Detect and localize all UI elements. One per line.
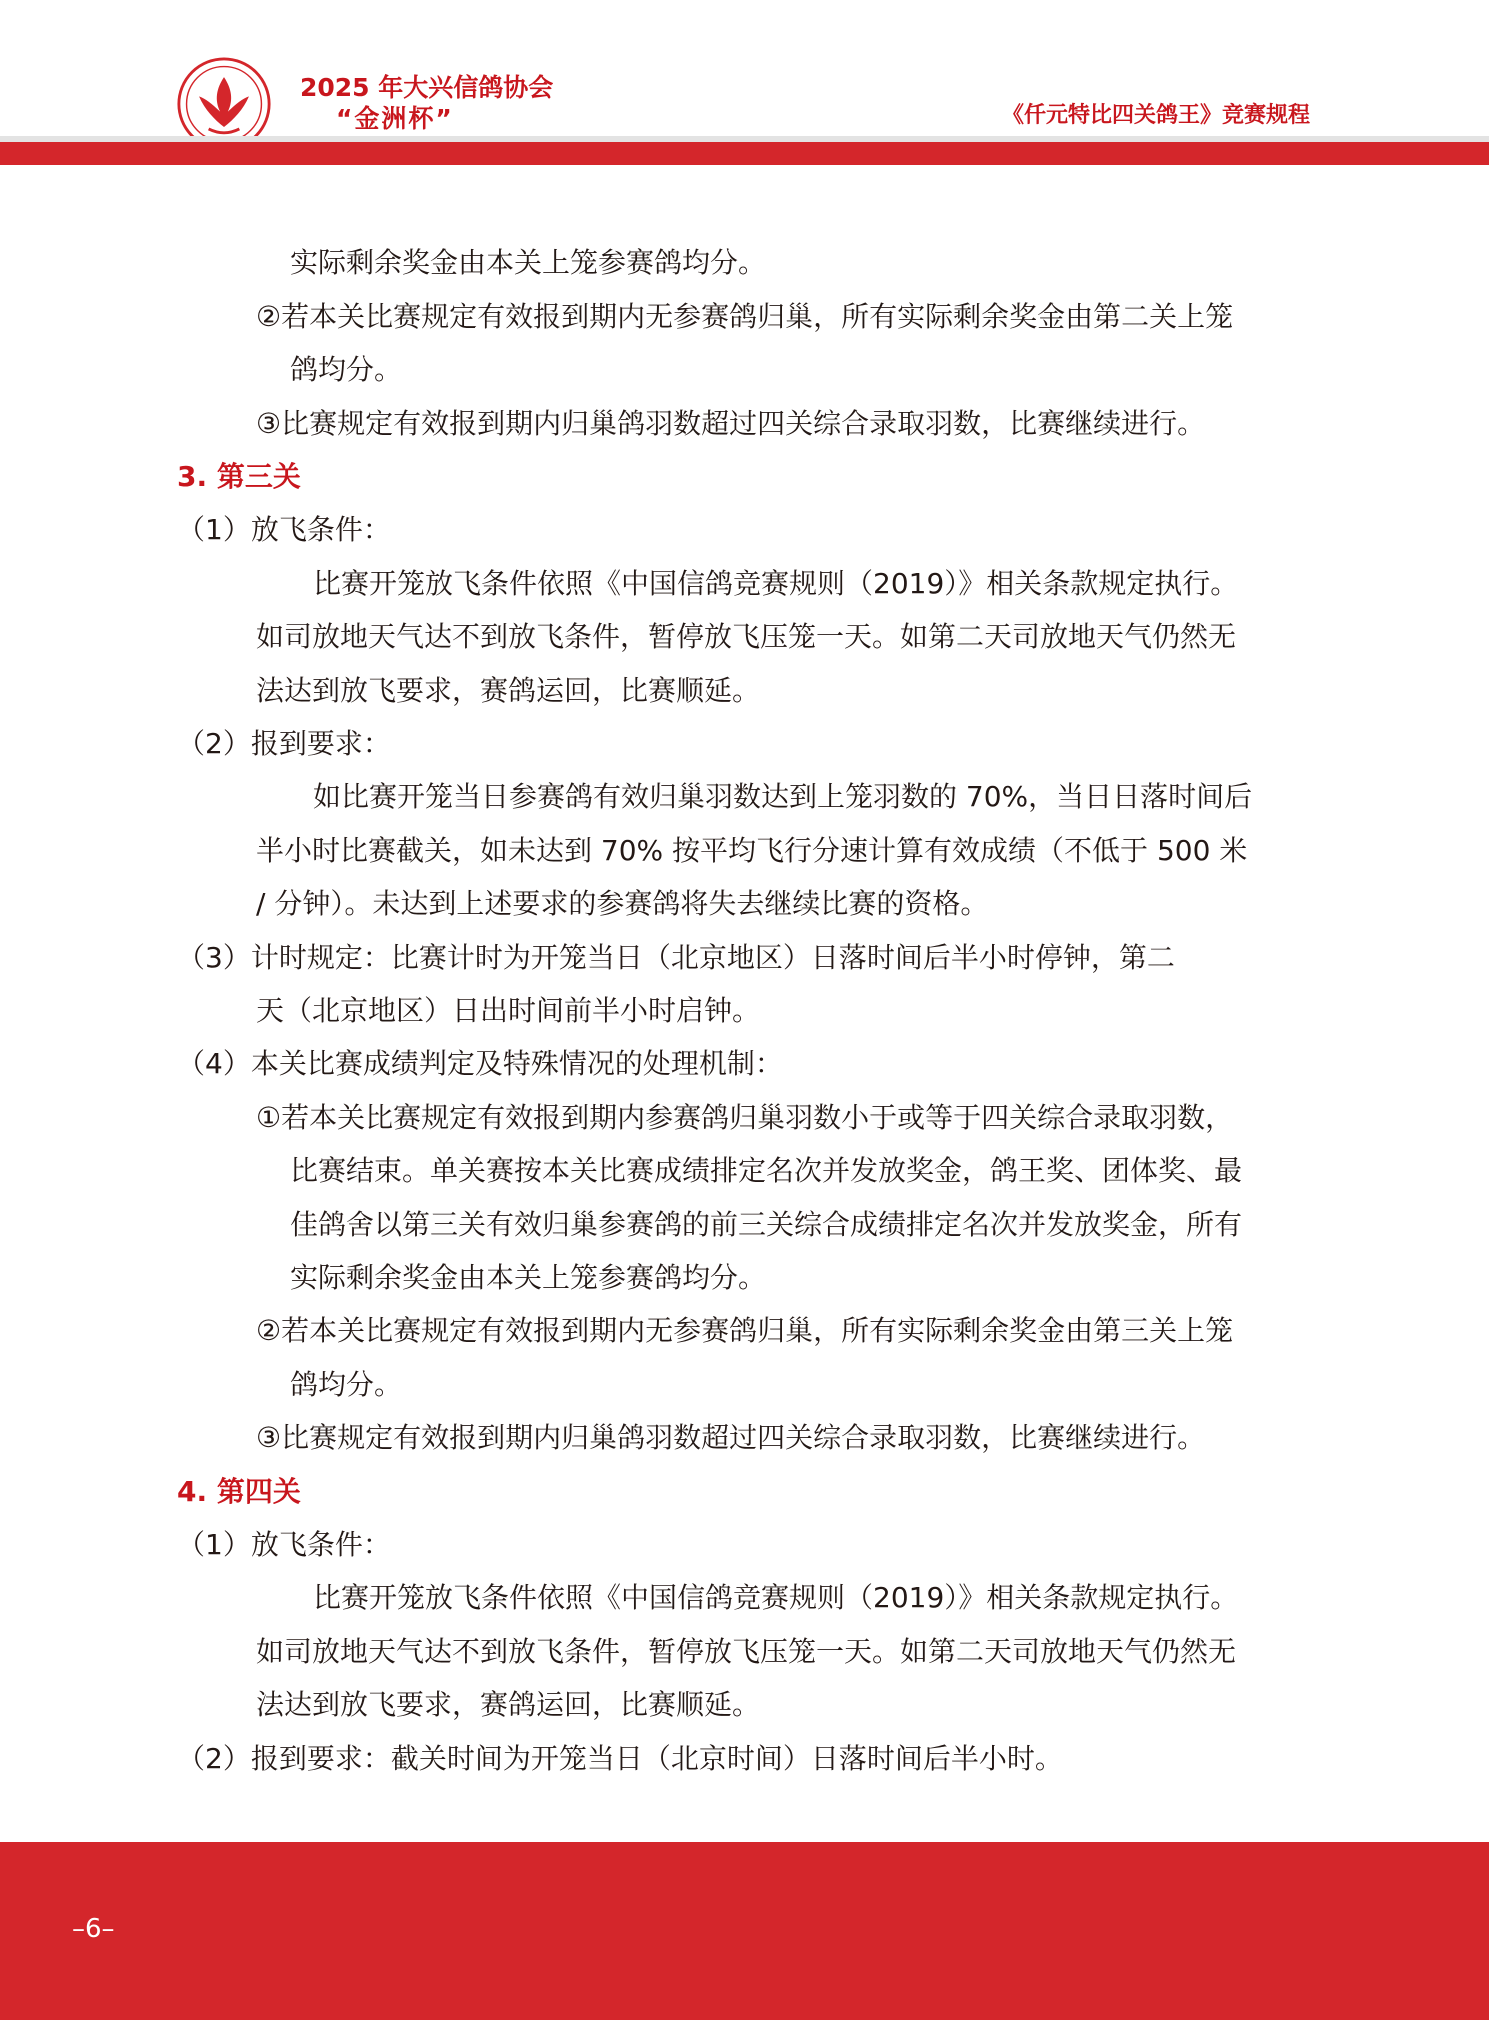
organization-name: 2025 年大兴信鸽协会 [300,73,554,102]
body-line: 鸽均分。 [290,353,403,386]
body-line: 佳鸽舍以第三关有效归巢参赛鸽的前三关综合成绩排定名次并发放奖金，所有 [290,1208,1243,1241]
body-line: （2）报到要求：截关时间为开笼当日（北京时间）日落时间后半小时。 [177,1742,1063,1775]
body-line: 鸽均分。 [290,1368,403,1401]
cup-name: “金洲杯” [336,104,454,133]
section-heading: 3. 第三关 [177,460,301,493]
section-heading: 4. 第四关 [177,1475,301,1508]
body-line: （2）报到要求： [177,727,391,760]
body-line: ①若本关比赛规定有效报到期内参赛鸽归巢羽数小于或等于四关综合录取羽数， [256,1101,1234,1134]
document-title: 《仟元特比四关鸽王》竞赛规程 [1001,103,1310,128]
body-line: 半小时比赛截关，如未达到 70% 按平均飞行分速计算有效成绩（不低于 500 米 [256,834,1248,867]
body-line: （3）计时规定：比赛计时为开笼当日（北京地区）日落时间后半小时停钟，第二 [177,941,1175,974]
body-line: ③比赛规定有效报到期内归巢鸽羽数超过四关综合录取羽数，比赛继续进行。 [256,407,1206,440]
body-line: 比赛开笼放飞条件依照《中国信鸽竞赛规则（2019）》相关条款规定执行。 [313,1581,1239,1614]
body-line: ②若本关比赛规定有效报到期内无参赛鸽归巢，所有实际剩余奖金由第二关上笼 [256,300,1234,333]
body-line: 如比赛开笼当日参赛鸽有效归巢羽数达到上笼羽数的 70%，当日日落时间后 [313,780,1253,813]
body-line: ②若本关比赛规定有效报到期内无参赛鸽归巢，所有实际剩余奖金由第三关上笼 [256,1314,1234,1347]
body-line: 法达到放飞要求，赛鸽运回，比赛顺延。 [256,674,761,707]
body-line: 比赛开笼放飞条件依照《中国信鸽竞赛规则（2019）》相关条款规定执行。 [313,567,1239,600]
body-line: 天（北京地区）日出时间前半小时启钟。 [256,994,761,1027]
body-line: 实际剩余奖金由本关上笼参赛鸽均分。 [290,1261,767,1294]
body-line: 如司放地天气达不到放飞条件，暂停放飞压笼一天。如第二天司放地天气仍然无 [256,620,1237,653]
page-number: –6– [72,1914,115,1944]
header-band [0,142,1489,165]
body-line: 如司放地天气达不到放飞条件，暂停放飞压笼一天。如第二天司放地天气仍然无 [256,1635,1237,1668]
body-line: 实际剩余奖金由本关上笼参赛鸽均分。 [290,246,767,279]
body-line: ③比赛规定有效报到期内归巢鸽羽数超过四关综合录取羽数，比赛继续进行。 [256,1421,1206,1454]
page-header [0,0,1489,165]
body-line: （4）本关比赛成绩判定及特殊情况的处理机制： [177,1047,783,1080]
body-line: 法达到放飞要求，赛鸽运回，比赛顺延。 [256,1688,761,1721]
body-line: （1）放飞条件： [177,1528,391,1561]
body-line: / 分钟）。未达到上述要求的参赛鸽将失去继续比赛的资格。 [256,887,989,920]
body-line: （1）放飞条件： [177,513,391,546]
page-footer-band [0,1842,1489,2020]
body-line: 比赛结束。单关赛按本关比赛成绩排定名次并发放奖金，鸽王奖、团体奖、最 [290,1154,1243,1187]
